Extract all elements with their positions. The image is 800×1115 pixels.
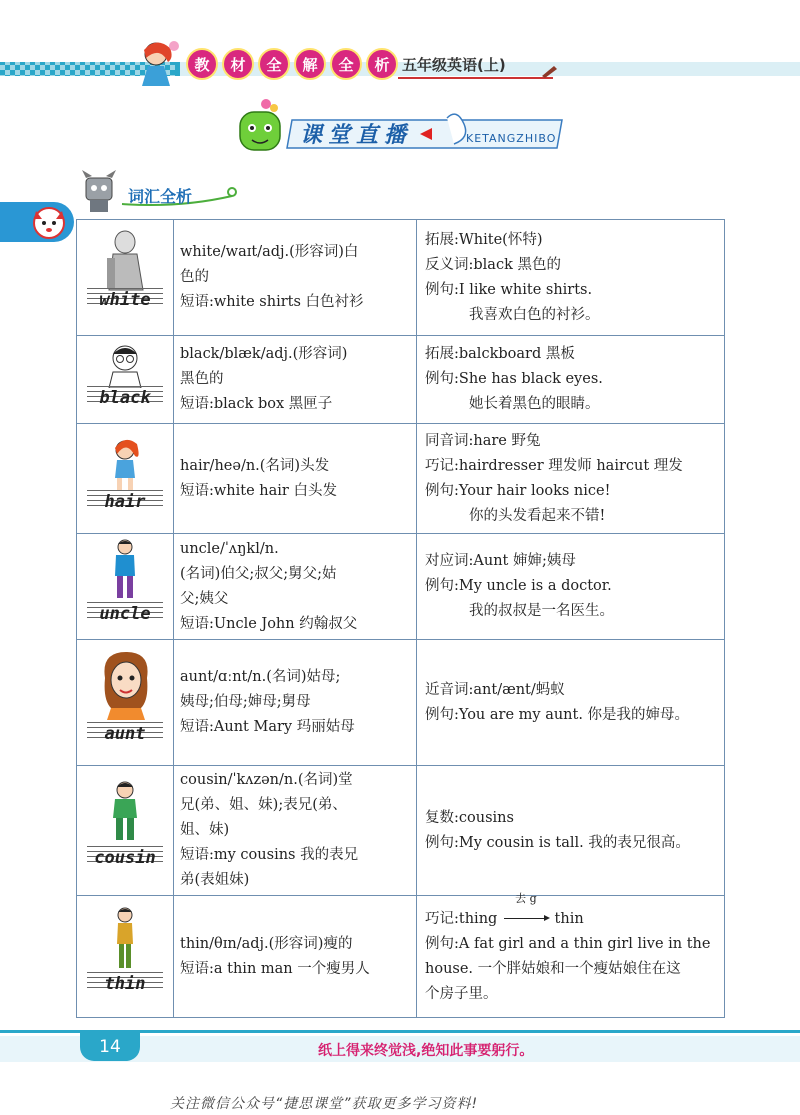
table-row xyxy=(77,424,725,534)
word-extension-cell xyxy=(417,766,725,896)
table-row xyxy=(77,220,725,336)
text-line: 色的 xyxy=(180,269,209,285)
book-title xyxy=(186,48,398,80)
vocab-word: thin xyxy=(104,973,146,994)
text-line: 你的头发看起来不错! xyxy=(469,507,606,524)
text-line: 拓展:White(怀特) xyxy=(425,231,543,248)
word-extension-cell xyxy=(417,891,725,1018)
text-line: 复数:cousins xyxy=(425,809,514,826)
arrow-label: 去 g xyxy=(515,891,537,905)
text-line: 对应词:Aunt 婶婶;姨母 xyxy=(425,553,576,569)
word-picture-cell xyxy=(77,896,174,1018)
table-row xyxy=(77,896,725,1018)
footer-quote: 纸上得来终觉浅,绝知此事要躬行。 xyxy=(318,1043,534,1059)
word-picture-cell xyxy=(77,640,174,766)
section-title: 词汇全析 xyxy=(128,187,193,206)
word-picture-cell xyxy=(77,534,174,640)
robot-mascot-icon xyxy=(78,168,120,214)
arrow-icon xyxy=(504,918,548,919)
text-line: thin/θɪn/adj.(形容词)瘦的 xyxy=(180,935,353,952)
word-extension-cell xyxy=(417,220,725,336)
word-description-cell xyxy=(174,336,417,424)
handwritten-note: 关注微信公众号“捷思课堂”获取更多学习资料! xyxy=(170,1096,479,1112)
title-char: 材 xyxy=(222,48,254,80)
text-line: 短语:Aunt Mary 玛丽姑母 xyxy=(180,719,355,735)
text-line: 她长着黑色的眼睛。 xyxy=(469,396,600,412)
text-line: 短语:a thin man 一个瘦男人 xyxy=(180,960,370,977)
word-description-cell xyxy=(174,534,417,640)
thin-boy-icon xyxy=(109,906,141,970)
text-line: 个房子里。 xyxy=(425,985,498,1002)
table-row xyxy=(77,766,725,896)
text-line: 姨母;伯母;婶母;舅母 xyxy=(180,694,311,710)
man-uncle-icon xyxy=(109,538,141,600)
text-line: 同音词:hare 野兔 xyxy=(425,432,541,449)
text-line: 短语:white shirts 白色衬衫 xyxy=(180,294,364,310)
cartoon-girl-icon xyxy=(130,36,182,88)
text-line: 我的叔叔是一名医生。 xyxy=(469,603,614,619)
text-line: 拓展:balckboard 黑板 xyxy=(425,346,575,362)
text-line: 例句:My cousin is tall. 我的表兄很高。 xyxy=(425,834,690,851)
vocab-word: white xyxy=(99,289,151,310)
text-line: 短语:white hair 白头发 xyxy=(180,482,337,499)
word-description-cell xyxy=(174,896,417,1018)
vocab-word: hair xyxy=(104,491,146,512)
title-char: 解 xyxy=(294,48,326,80)
text-line: 父;姨父 xyxy=(180,590,229,607)
memory-trick-line xyxy=(425,891,716,932)
header-underline xyxy=(398,77,553,79)
word-description-cell xyxy=(174,766,417,896)
word-picture-cell xyxy=(77,220,174,336)
word-picture-cell xyxy=(77,424,174,534)
boy-cousin-icon xyxy=(107,780,143,842)
trick-suffix: thin xyxy=(554,910,584,927)
table-row xyxy=(77,640,725,766)
title-char: 析 xyxy=(366,48,398,80)
fox-face-icon xyxy=(30,203,68,241)
text-line: cousin/ˈkʌzən/n.(名词)堂 xyxy=(180,772,353,788)
transform-arrow xyxy=(502,891,550,932)
word-description-cell xyxy=(174,220,417,336)
grade-label: 五年级英语(上) xyxy=(402,56,506,74)
word-picture-cell xyxy=(77,336,174,424)
text-line: white/waɪt/adj.(形容词)白 xyxy=(180,244,359,260)
text-line: 例句:A fat girl and a thin girl live in the xyxy=(425,935,711,952)
text-line: 弟(表姐妹) xyxy=(180,872,250,888)
text-line: 姐、妹) xyxy=(180,822,230,838)
text-line: 例句:You are my aunt. 你是我的婶母。 xyxy=(425,706,690,723)
text-line: (名词)伯父;叔父;舅父;姑 xyxy=(180,565,337,582)
text-line: 反义词:black 黑色的 xyxy=(425,256,561,273)
boy-glasses-icon xyxy=(105,342,145,388)
text-line: 兄(弟、姐、妹);表兄(弟、 xyxy=(180,797,347,813)
text-line: 例句:Your hair looks nice! xyxy=(425,482,611,499)
vocab-word: black xyxy=(99,387,151,408)
title-char: 教 xyxy=(186,48,218,80)
girl-red-hair-icon xyxy=(107,436,143,492)
title-char: 全 xyxy=(258,48,290,80)
word-description-cell xyxy=(174,640,417,766)
page-number: 14 xyxy=(80,1033,140,1061)
text-line: uncle/ˈʌŋkl/n. xyxy=(180,540,279,557)
word-extension-cell xyxy=(417,336,725,424)
old-man-icon xyxy=(103,228,149,292)
word-extension-cell xyxy=(417,534,725,640)
text-line: 短语:black box 黑匣子 xyxy=(180,396,333,412)
table-row xyxy=(77,336,725,424)
text-line: 短语:Uncle John 约翰叔父 xyxy=(180,615,358,632)
word-picture-cell xyxy=(77,766,174,896)
trick-prefix: 巧记:thing xyxy=(425,910,498,927)
word-description-cell xyxy=(174,424,417,534)
word-extension-cell xyxy=(417,424,725,534)
banner-subtitle: KETANGZHIBO xyxy=(466,132,557,145)
woman-aunt-icon xyxy=(97,648,155,720)
title-char: 全 xyxy=(330,48,362,80)
text-line: 巧记:hairdresser 理发师 haircut 理发 xyxy=(425,457,683,474)
text-line: 我喜欢白色的衬衫。 xyxy=(469,306,600,323)
text-line: aunt/ɑːnt/n.(名词)姑母; xyxy=(180,669,341,685)
text-line: 黑色的 xyxy=(180,371,224,387)
text-line: hair/heə/n.(名词)头发 xyxy=(180,457,330,474)
text-line: black/blæk/adj.(形容词) xyxy=(180,346,348,362)
table-row xyxy=(77,534,725,640)
text-line: 例句:My uncle is a doctor. xyxy=(425,578,612,594)
vocab-word: aunt xyxy=(104,723,146,744)
vocab-word: cousin xyxy=(94,847,156,868)
text-line: 短语:my cousins 我的表兄 xyxy=(180,847,359,863)
word-extension-cell xyxy=(417,640,725,766)
text-line: house. 一个胖姑娘和一个瘦姑娘住在这 xyxy=(425,960,681,977)
text-line: 例句:She has black eyes. xyxy=(425,371,603,387)
vocab-word: uncle xyxy=(99,603,151,624)
pen-icon xyxy=(540,60,560,80)
text-line: 例句:I like white shirts. xyxy=(425,281,593,298)
banner-title: 课堂直播 xyxy=(300,123,413,148)
vocab-table xyxy=(76,219,725,1018)
text-line: 近音词:ant/ænt/蚂蚁 xyxy=(425,681,565,698)
